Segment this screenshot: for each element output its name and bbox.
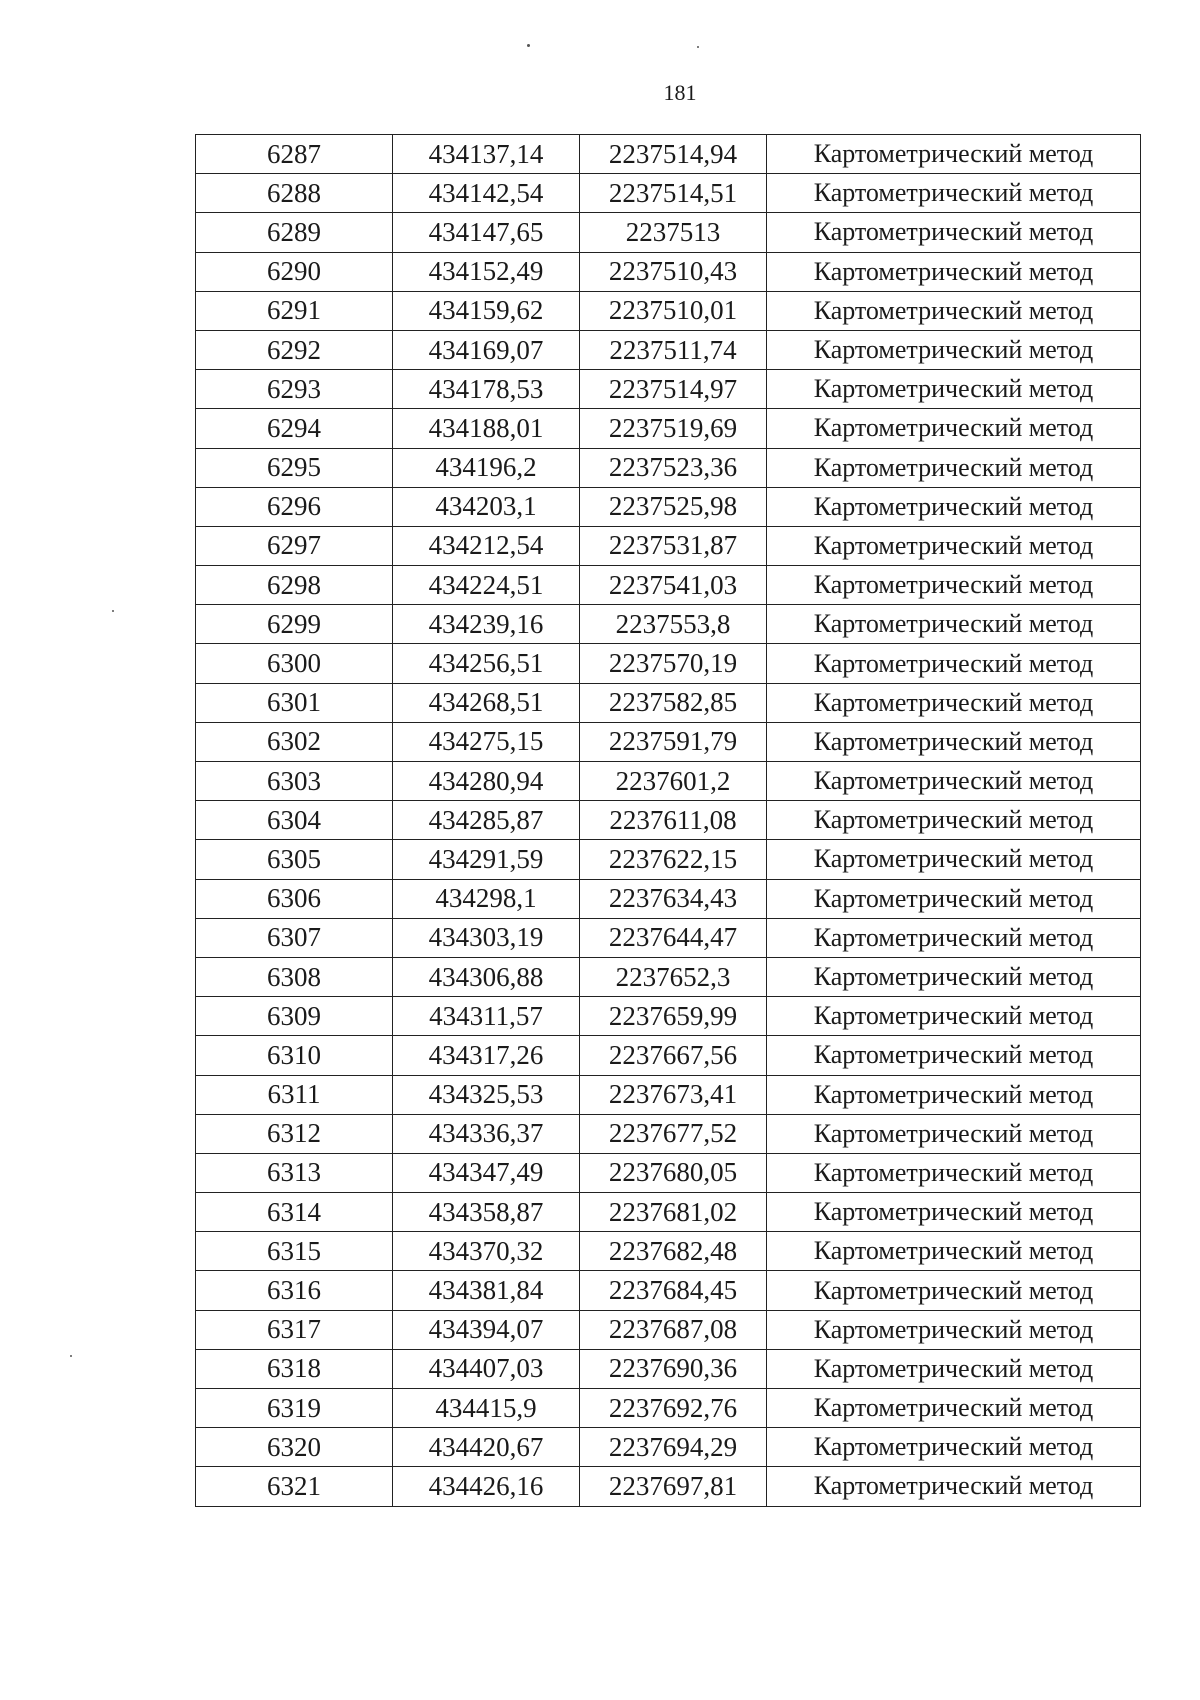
point-number-cell: 6315 — [196, 1232, 393, 1271]
method-cell: Картометрический метод — [767, 605, 1141, 644]
method-cell: Картометрический метод — [767, 1389, 1141, 1428]
x-coordinate-cell: 434268,51 — [393, 683, 580, 722]
table-row — [196, 487, 1141, 526]
x-coordinate-cell: 434275,15 — [393, 722, 580, 761]
method-cell: Картометрический метод — [767, 997, 1141, 1036]
point-number-cell: 6299 — [196, 605, 393, 644]
table-row — [196, 879, 1141, 918]
method-cell: Картометрический метод — [767, 1075, 1141, 1114]
point-number-cell: 6288 — [196, 174, 393, 213]
table-row — [196, 291, 1141, 330]
y-coordinate-cell: 2237513 — [580, 213, 767, 252]
y-coordinate-cell: 2237523,36 — [580, 448, 767, 487]
y-coordinate-cell: 2237634,43 — [580, 879, 767, 918]
y-coordinate-cell: 2237682,48 — [580, 1232, 767, 1271]
table-row — [196, 840, 1141, 879]
method-cell: Картометрический метод — [767, 1310, 1141, 1349]
x-coordinate-cell: 434358,87 — [393, 1193, 580, 1232]
table-row — [196, 1349, 1141, 1388]
y-coordinate-cell: 2237677,52 — [580, 1114, 767, 1153]
y-coordinate-cell: 2237659,99 — [580, 997, 767, 1036]
table-row — [196, 174, 1141, 213]
point-number-cell: 6307 — [196, 918, 393, 957]
x-coordinate-cell: 434147,65 — [393, 213, 580, 252]
method-cell: Картометрический метод — [767, 957, 1141, 996]
y-coordinate-cell: 2237514,51 — [580, 174, 767, 213]
point-number-cell: 6311 — [196, 1075, 393, 1114]
method-cell: Картометрический метод — [767, 526, 1141, 565]
x-coordinate-cell: 434239,16 — [393, 605, 580, 644]
table-row — [196, 1153, 1141, 1192]
method-cell: Картометрический метод — [767, 918, 1141, 957]
coordinates-table-body — [196, 135, 1141, 1507]
y-coordinate-cell: 2237510,01 — [580, 291, 767, 330]
point-number-cell: 6308 — [196, 957, 393, 996]
x-coordinate-cell: 434311,57 — [393, 997, 580, 1036]
y-coordinate-cell: 2237690,36 — [580, 1349, 767, 1388]
y-coordinate-cell: 2237681,02 — [580, 1193, 767, 1232]
method-cell: Картометрический метод — [767, 1467, 1141, 1506]
x-coordinate-cell: 434212,54 — [393, 526, 580, 565]
x-coordinate-cell: 434169,07 — [393, 330, 580, 369]
method-cell: Картометрический метод — [767, 1114, 1141, 1153]
method-cell: Картометрический метод — [767, 135, 1141, 174]
point-number-cell: 6296 — [196, 487, 393, 526]
table-row — [196, 1232, 1141, 1271]
method-cell: Картометрический метод — [767, 487, 1141, 526]
x-coordinate-cell: 434256,51 — [393, 644, 580, 683]
point-number-cell: 6294 — [196, 409, 393, 448]
x-coordinate-cell: 434203,1 — [393, 487, 580, 526]
method-cell: Картометрический метод — [767, 1232, 1141, 1271]
scan-speck — [697, 46, 699, 48]
table-row — [196, 448, 1141, 487]
table-row — [196, 330, 1141, 369]
y-coordinate-cell: 2237697,81 — [580, 1467, 767, 1506]
x-coordinate-cell: 434370,32 — [393, 1232, 580, 1271]
y-coordinate-cell: 2237514,94 — [580, 135, 767, 174]
point-number-cell: 6309 — [196, 997, 393, 1036]
coordinates-table — [195, 134, 1141, 1507]
y-coordinate-cell: 2237687,08 — [580, 1310, 767, 1349]
y-coordinate-cell: 2237673,41 — [580, 1075, 767, 1114]
x-coordinate-cell: 434306,88 — [393, 957, 580, 996]
y-coordinate-cell: 2237553,8 — [580, 605, 767, 644]
y-coordinate-cell: 2237652,3 — [580, 957, 767, 996]
x-coordinate-cell: 434303,19 — [393, 918, 580, 957]
x-coordinate-cell: 434420,67 — [393, 1428, 580, 1467]
point-number-cell: 6297 — [196, 526, 393, 565]
x-coordinate-cell: 434415,9 — [393, 1389, 580, 1428]
method-cell: Картометрический метод — [767, 370, 1141, 409]
table-row — [196, 526, 1141, 565]
method-cell: Картометрический метод — [767, 1271, 1141, 1310]
method-cell: Картометрический метод — [767, 330, 1141, 369]
point-number-cell: 6287 — [196, 135, 393, 174]
x-coordinate-cell: 434347,49 — [393, 1153, 580, 1192]
x-coordinate-cell: 434394,07 — [393, 1310, 580, 1349]
table-row — [196, 997, 1141, 1036]
y-coordinate-cell: 2237684,45 — [580, 1271, 767, 1310]
point-number-cell: 6305 — [196, 840, 393, 879]
point-number-cell: 6293 — [196, 370, 393, 409]
y-coordinate-cell: 2237680,05 — [580, 1153, 767, 1192]
method-cell: Картометрический метод — [767, 1349, 1141, 1388]
method-cell: Картометрический метод — [767, 174, 1141, 213]
table-row — [196, 370, 1141, 409]
table-row — [196, 918, 1141, 957]
y-coordinate-cell: 2237570,19 — [580, 644, 767, 683]
point-number-cell: 6303 — [196, 762, 393, 801]
table-row — [196, 1310, 1141, 1349]
point-number-cell: 6310 — [196, 1036, 393, 1075]
y-coordinate-cell: 2237667,56 — [580, 1036, 767, 1075]
method-cell: Картометрический метод — [767, 291, 1141, 330]
method-cell: Картометрический метод — [767, 1428, 1141, 1467]
x-coordinate-cell: 434298,1 — [393, 879, 580, 918]
method-cell: Картометрический метод — [767, 213, 1141, 252]
x-coordinate-cell: 434407,03 — [393, 1349, 580, 1388]
table-row — [196, 1075, 1141, 1114]
x-coordinate-cell: 434336,37 — [393, 1114, 580, 1153]
table-row — [196, 683, 1141, 722]
x-coordinate-cell: 434426,16 — [393, 1467, 580, 1506]
page-number: 181 — [663, 80, 697, 105]
point-number-cell: 6312 — [196, 1114, 393, 1153]
table-row — [196, 644, 1141, 683]
point-number-cell: 6320 — [196, 1428, 393, 1467]
point-number-cell: 6318 — [196, 1349, 393, 1388]
y-coordinate-cell: 2237531,87 — [580, 526, 767, 565]
point-number-cell: 6290 — [196, 252, 393, 291]
y-coordinate-cell: 2237511,74 — [580, 330, 767, 369]
scan-speck — [527, 44, 530, 47]
x-coordinate-cell: 434280,94 — [393, 762, 580, 801]
point-number-cell: 6295 — [196, 448, 393, 487]
y-coordinate-cell: 2237510,43 — [580, 252, 767, 291]
x-coordinate-cell: 434325,53 — [393, 1075, 580, 1114]
x-coordinate-cell: 434137,14 — [393, 135, 580, 174]
method-cell: Картометрический метод — [767, 801, 1141, 840]
y-coordinate-cell: 2237644,47 — [580, 918, 767, 957]
point-number-cell: 6321 — [196, 1467, 393, 1506]
table-row — [196, 252, 1141, 291]
x-coordinate-cell: 434196,2 — [393, 448, 580, 487]
x-coordinate-cell: 434188,01 — [393, 409, 580, 448]
x-coordinate-cell: 434152,49 — [393, 252, 580, 291]
point-number-cell: 6313 — [196, 1153, 393, 1192]
table-row — [196, 762, 1141, 801]
x-coordinate-cell: 434178,53 — [393, 370, 580, 409]
method-cell: Картометрический метод — [767, 1193, 1141, 1232]
point-number-cell: 6291 — [196, 291, 393, 330]
x-coordinate-cell: 434159,62 — [393, 291, 580, 330]
point-number-cell: 6300 — [196, 644, 393, 683]
y-coordinate-cell: 2237692,76 — [580, 1389, 767, 1428]
point-number-cell: 6314 — [196, 1193, 393, 1232]
point-number-cell: 6301 — [196, 683, 393, 722]
method-cell: Картометрический метод — [767, 409, 1141, 448]
table-row — [196, 1428, 1141, 1467]
table-row — [196, 1271, 1141, 1310]
y-coordinate-cell: 2237514,97 — [580, 370, 767, 409]
point-number-cell: 6319 — [196, 1389, 393, 1428]
x-coordinate-cell: 434142,54 — [393, 174, 580, 213]
y-coordinate-cell: 2237601,2 — [580, 762, 767, 801]
x-coordinate-cell: 434224,51 — [393, 566, 580, 605]
x-coordinate-cell: 434317,26 — [393, 1036, 580, 1075]
method-cell: Картометрический метод — [767, 448, 1141, 487]
method-cell: Картометрический метод — [767, 566, 1141, 605]
y-coordinate-cell: 2237591,79 — [580, 722, 767, 761]
point-number-cell: 6289 — [196, 213, 393, 252]
scan-speck — [112, 610, 114, 612]
table-row — [196, 409, 1141, 448]
table-row — [196, 1467, 1141, 1506]
method-cell: Картометрический метод — [767, 252, 1141, 291]
y-coordinate-cell: 2237622,15 — [580, 840, 767, 879]
table-row — [196, 566, 1141, 605]
table-row — [196, 957, 1141, 996]
method-cell: Картометрический метод — [767, 1153, 1141, 1192]
y-coordinate-cell: 2237541,03 — [580, 566, 767, 605]
scan-speck — [70, 1355, 72, 1357]
point-number-cell: 6317 — [196, 1310, 393, 1349]
table-row — [196, 722, 1141, 761]
point-number-cell: 6306 — [196, 879, 393, 918]
x-coordinate-cell: 434285,87 — [393, 801, 580, 840]
table-row — [196, 1193, 1141, 1232]
method-cell: Картометрический метод — [767, 722, 1141, 761]
method-cell: Картометрический метод — [767, 1036, 1141, 1075]
y-coordinate-cell: 2237694,29 — [580, 1428, 767, 1467]
table-row — [196, 1114, 1141, 1153]
method-cell: Картометрический метод — [767, 762, 1141, 801]
point-number-cell: 6292 — [196, 330, 393, 369]
method-cell: Картометрический метод — [767, 840, 1141, 879]
x-coordinate-cell: 434381,84 — [393, 1271, 580, 1310]
y-coordinate-cell: 2237611,08 — [580, 801, 767, 840]
point-number-cell: 6302 — [196, 722, 393, 761]
table-row — [196, 801, 1141, 840]
y-coordinate-cell: 2237525,98 — [580, 487, 767, 526]
method-cell: Картометрический метод — [767, 683, 1141, 722]
x-coordinate-cell: 434291,59 — [393, 840, 580, 879]
method-cell: Картометрический метод — [767, 644, 1141, 683]
point-number-cell: 6304 — [196, 801, 393, 840]
table-row — [196, 213, 1141, 252]
table-row — [196, 1389, 1141, 1428]
y-coordinate-cell: 2237519,69 — [580, 409, 767, 448]
table-row — [196, 135, 1141, 174]
table-row — [196, 605, 1141, 644]
point-number-cell: 6298 — [196, 566, 393, 605]
method-cell: Картометрический метод — [767, 879, 1141, 918]
table-row — [196, 1036, 1141, 1075]
point-number-cell: 6316 — [196, 1271, 393, 1310]
y-coordinate-cell: 2237582,85 — [580, 683, 767, 722]
